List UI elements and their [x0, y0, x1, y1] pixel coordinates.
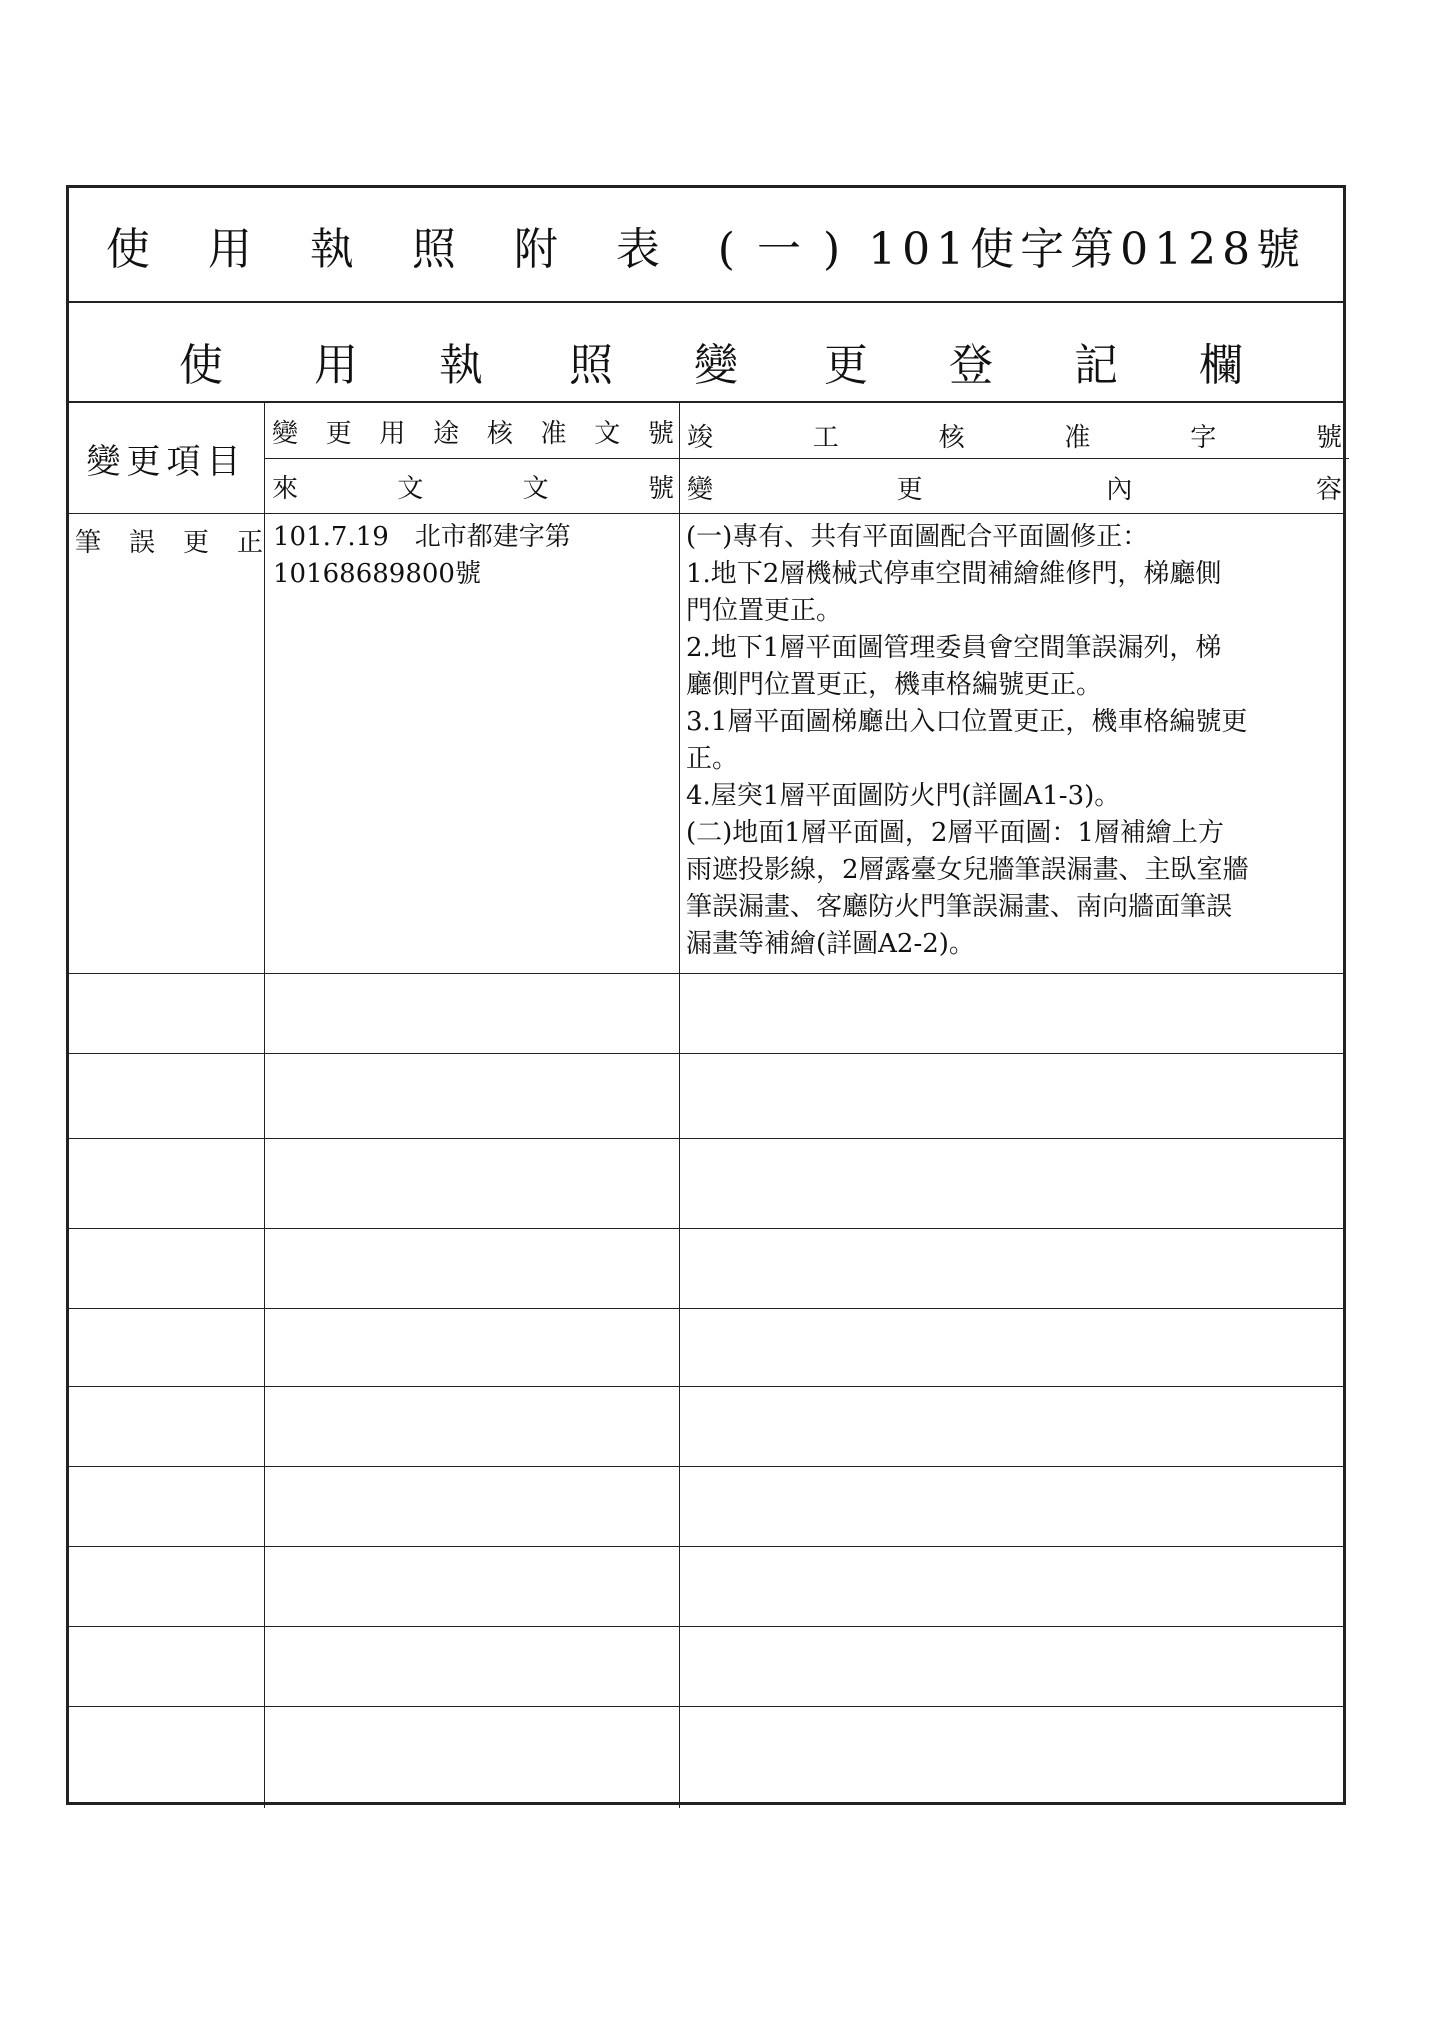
subtitle-char: 變 — [694, 340, 738, 391]
document-title — [69, 188, 1343, 303]
row-divider — [69, 1706, 1343, 1707]
header-bottom-divider — [69, 513, 1343, 514]
item-char: 誤 — [128, 528, 155, 558]
content-line: 筆誤漏畫、客廳防火門筆誤漏畫、南向牆面筆誤 — [686, 892, 1233, 922]
row-divider — [69, 973, 1343, 974]
content-line: 廳側門位置更正，機車格編號更正。 — [686, 670, 1103, 700]
header-char: 准 — [1064, 423, 1091, 453]
row-divider — [69, 1053, 1343, 1054]
header-char: 容 — [1315, 475, 1342, 505]
row-divider — [69, 1138, 1343, 1139]
header-char: 號 — [1315, 423, 1342, 453]
entry-change-content — [686, 519, 1346, 963]
content-line: 1.地下2層機械式停車空間補繪維修門，梯廳側 — [686, 559, 1222, 589]
document-subtitle — [69, 303, 1343, 403]
license-attachment-sheet — [66, 185, 1346, 1805]
header-char: 核 — [486, 419, 513, 449]
header-char: 文 — [522, 474, 549, 504]
header-char: 號 — [647, 419, 674, 449]
item-char: 正 — [236, 528, 263, 558]
content-line: 門位置更正。 — [686, 596, 843, 626]
header-mid-divider — [264, 458, 1349, 459]
subtitle-char: 照 — [569, 340, 613, 391]
row-divider — [69, 1466, 1343, 1467]
header-char: 用 — [379, 419, 406, 449]
subtitle-char: 登 — [949, 340, 993, 391]
header-char: 途 — [433, 419, 460, 449]
subtitle-char: 執 — [439, 340, 483, 391]
subtitle-char: 用 — [314, 340, 358, 391]
column-divider — [679, 403, 680, 1808]
header-incoming-number — [272, 468, 674, 505]
header-approval-number — [272, 413, 674, 450]
entry-document-number — [273, 519, 677, 593]
subtitle-char: 欄 — [1199, 340, 1243, 391]
header-char: 號 — [647, 474, 674, 504]
header-char: 更 — [896, 475, 923, 505]
row-divider — [69, 1308, 1343, 1309]
header-char: 准 — [540, 419, 567, 449]
item-char: 筆 — [75, 528, 102, 558]
column-divider — [264, 403, 265, 1808]
header-change-item: 變更項目 — [86, 441, 247, 482]
subtitle-char: 更 — [824, 340, 868, 391]
row-divider — [69, 1626, 1343, 1627]
row-divider — [69, 1546, 1343, 1547]
title-main: 使 用 執 照 附 表 (一) — [105, 223, 863, 275]
content-line: 2.地下1層平面圖管理委員會空間筆誤漏列，梯 — [686, 633, 1222, 663]
subtitle-char: 記 — [1074, 340, 1118, 391]
header-char: 變 — [687, 475, 714, 505]
content-line: 雨遮投影線，2層露臺女兒牆筆誤漏畫、主臥室牆 — [686, 855, 1249, 885]
row-divider — [69, 1228, 1343, 1229]
content-line: (一)專有、共有平面圖配合平面圖修正： — [686, 522, 1149, 552]
doc-line: 10168689800號 — [273, 559, 481, 589]
content-line: 正。 — [686, 744, 739, 774]
header-char: 更 — [325, 419, 352, 449]
title-permit-number: 101使字第0128號 — [868, 223, 1307, 275]
content-line: 4.屋突1層平面圖防火門(詳圖A1-3)。 — [686, 781, 1121, 811]
row-divider — [69, 1386, 1343, 1387]
header-char: 變 — [272, 419, 299, 449]
header-completion-approval — [687, 417, 1342, 454]
content-line: 漏畫等補繪(詳圖A2-2)。 — [686, 929, 975, 959]
header-char: 來 — [272, 474, 299, 504]
header-char: 工 — [812, 423, 839, 453]
header-char: 文 — [594, 419, 621, 449]
subtitle-char: 使 — [179, 340, 223, 391]
item-char: 更 — [182, 528, 209, 558]
doc-line: 101.7.19 北市都建字第 — [273, 522, 571, 552]
content-line: 3.1層平面圖梯廳出入口位置更正，機車格編號更 — [686, 707, 1248, 737]
header-char: 字 — [1190, 423, 1217, 453]
header-change-content — [687, 469, 1342, 506]
entry-item — [75, 522, 263, 559]
header-char: 竣 — [687, 423, 714, 453]
content-line: (二)地面1層平面圖，2層平面圖：1層補繪上方 — [686, 818, 1224, 848]
header-char: 內 — [1106, 475, 1133, 505]
header-char: 核 — [938, 423, 965, 453]
header-char: 文 — [397, 474, 424, 504]
